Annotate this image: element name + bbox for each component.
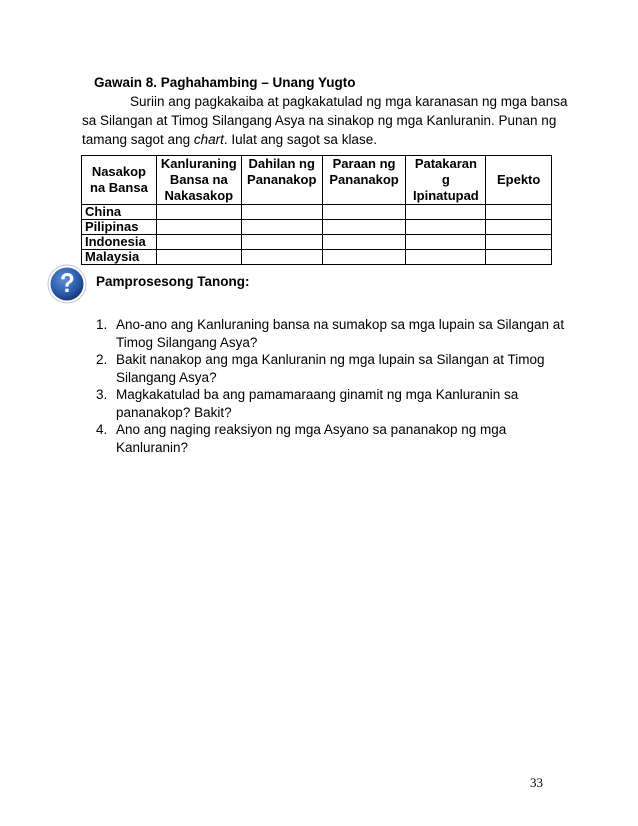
list-item [96, 421, 546, 456]
item-number: 3. [96, 387, 108, 402]
chart-header-row [82, 156, 552, 205]
item-number: 2. [96, 352, 108, 367]
question-text: pananakop? Bakit? [116, 404, 232, 420]
question-text: Ano ang naging reaksiyon ng mga Asyano sa pananakop ng mga [116, 422, 507, 437]
comparison-chart [81, 155, 552, 265]
header-cell-nasakop: Nasakop na Bansa [82, 156, 157, 205]
answer-cell [406, 235, 486, 250]
question-mark-icon [47, 264, 87, 304]
row-label: Indonesia [82, 235, 157, 250]
row-label: Malaysia [82, 250, 157, 265]
instruction-text: tamang sagot ang [82, 132, 194, 147]
answer-cell [241, 235, 322, 250]
answer-cell [322, 205, 406, 220]
instruction-text: . Iulat ang sagot sa klase. [223, 132, 377, 147]
question-text: Bakit nanakop ang mga Kanluranin ng mga lupain sa Silangan at Timog [116, 352, 545, 367]
instruction-line: Suriin ang pagkakaiba at pagkakatulad ng mga karanasan ng mga bansa [130, 94, 568, 109]
answer-cell [322, 250, 406, 265]
question-text: Kanluranin? [116, 439, 189, 455]
question-list [96, 316, 565, 456]
answer-cell [486, 220, 552, 235]
activity-instructions [82, 92, 568, 149]
header-cell-dahilan: Dahilan ng Pananakop [241, 156, 322, 205]
list-item [96, 316, 565, 351]
question-text: Magkakatulad ba ang pamamaraang ginamit ng mga Kanluranin sa [116, 387, 519, 402]
table-row [82, 250, 552, 265]
row-label: China [82, 205, 157, 220]
instruction-line: sa Silangan at Timog Silangang Asya na sinakop ng mga Kanluranin. Punan ng [82, 113, 557, 128]
answer-cell [156, 250, 241, 265]
answer-cell [156, 235, 241, 250]
answer-cell [406, 250, 486, 265]
question-text: Ano-ano ang Kanluraning bansa na sumakop sa mga lupain sa Silangan at [116, 317, 565, 332]
item-number: 4. [96, 422, 108, 437]
table-row [82, 205, 552, 220]
answer-cell [322, 220, 406, 235]
header-cell-patakaran: Patakaran g Ipinatupad [406, 156, 486, 205]
question-text: Silangang Asya? [116, 369, 217, 385]
row-label: Pilipinas [82, 220, 157, 235]
answer-cell [406, 205, 486, 220]
answer-cell [156, 220, 241, 235]
list-item [96, 386, 546, 421]
list-item [96, 351, 546, 386]
activity-title: Gawain 8. Paghahambing – Unang Yugto [94, 75, 356, 90]
answer-cell [241, 220, 322, 235]
answer-cell [322, 235, 406, 250]
header-cell-paraan: Paraan ng Pananakop [322, 156, 406, 205]
page-number: 33 [530, 775, 543, 790]
section-heading: Pamprosesong Tanong: [96, 274, 250, 289]
table-row [82, 220, 552, 235]
item-number: 1. [96, 317, 108, 332]
header-cell-epekto: Epekto [486, 156, 552, 205]
answer-cell [241, 205, 322, 220]
instruction-emphasis: chart [193, 132, 224, 147]
answer-cell [486, 250, 552, 265]
answer-cell [241, 250, 322, 265]
answer-cell [486, 235, 552, 250]
table-row [82, 235, 552, 250]
question-text: Timog Silangang Asya? [116, 334, 258, 350]
answer-cell [486, 205, 552, 220]
answer-cell [156, 205, 241, 220]
answer-cell [406, 220, 486, 235]
header-cell-kanluraning: Kanluraning Bansa na Nakasakop [156, 156, 241, 205]
instruction-line [82, 130, 552, 149]
